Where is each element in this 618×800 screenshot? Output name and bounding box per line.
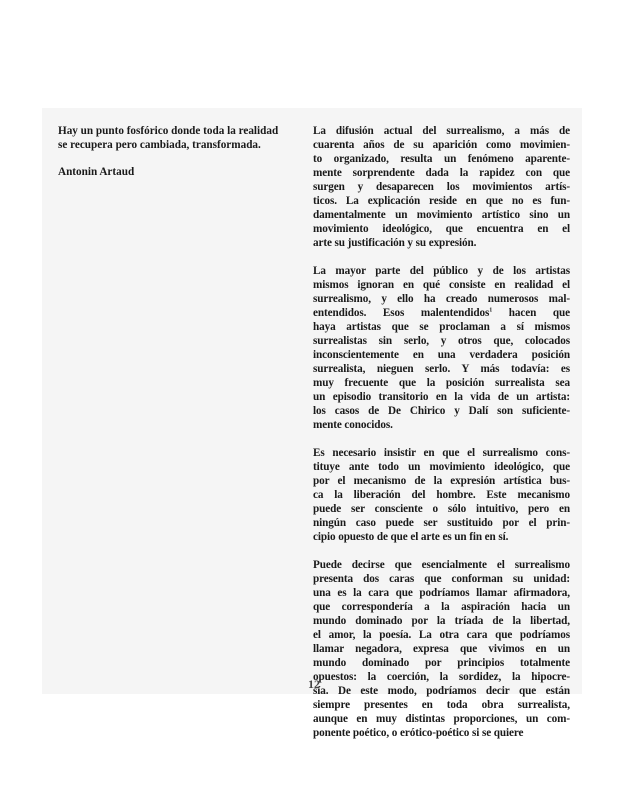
text-line: muy frecuente que la posición surrealista sea (313, 377, 570, 389)
text-line: cuarenta años de su aparición como movimien- (313, 139, 570, 151)
text-line: por el mecanismo de la expresión artística bus- (313, 475, 570, 487)
paragraph (313, 124, 570, 250)
epigraph-author: Antonin Artaud (58, 166, 135, 178)
text-line: siempre presentes en toda obra surrealista, (313, 699, 570, 711)
text-line: Puede decirse que esencialmente el surrealismo (313, 559, 570, 571)
text-line: inconscientemente en una verdadera posición (313, 349, 570, 361)
text-line: movimiento ideológico, que encuentra en el (313, 223, 570, 235)
text-line: La difusión actual del surrealismo, a más de (313, 125, 570, 137)
paragraph (313, 264, 570, 432)
text-line: Es necesario insistir en que el surrealismo cons- (313, 447, 570, 459)
text-line: una es la cara que podríamos llamar afirmadora, (313, 587, 570, 599)
text-line: ticos. La explicación reside en que no es fun- (313, 195, 570, 207)
text-line: puede ser consciente o sólo intuitivo, pero en (313, 503, 570, 515)
text-line: to organizado, resulta un fenómeno aparente- (313, 153, 570, 165)
text-line: arte su justificación y su expresión. (313, 237, 477, 249)
text-line: damentalmente un movimiento artístico sino un (313, 209, 570, 221)
epigraph-line: Hay un punto fosfórico donde toda la realidad (58, 125, 279, 137)
epigraph-line: se recupera pero cambiada, transformada. (58, 139, 261, 151)
text-line: surgen y desaparecen los movimientos artís- (313, 181, 570, 193)
text-line: surrealismo, y ello ha creado numerosos mal- (313, 293, 570, 305)
text-line: llamar negadora, expresa que vivimos en un (313, 643, 570, 655)
text-line: ponente poético, o erótico-poético si se quiere (313, 727, 524, 739)
text-line: opuestos: la coerción, la sordidez, la hipocre- (313, 671, 570, 683)
page-number: 12 (308, 677, 320, 691)
text-line: mundo dominado por principios totalmente (313, 657, 570, 669)
text-line: haya artistas que se proclaman a sí mismos (313, 321, 570, 333)
text-line: el amor, la poesía. La otra cara que podríamos (313, 629, 570, 641)
text-line: mismos ignoran en qué consiste en realidad el (313, 279, 570, 291)
text-line: sía. De este modo, podríamos decir que están (313, 685, 570, 697)
text-line: entendidos. Esos malentendidos$^1$ hacen que (313, 307, 570, 319)
text-line: los casos de De Chirico y Dalí son suficiente- (313, 405, 570, 417)
text-line: tituye ante todo un movimiento ideológico, que (313, 461, 570, 473)
text-line: La mayor parte del público y de los artistas (313, 265, 570, 277)
text-line: un episodio transitorio en la vida de un artista: (313, 391, 570, 403)
book-page (42, 108, 582, 739)
paragraph (313, 446, 570, 544)
text-line: ningún caso puede ser sustituido por el prin- (313, 517, 570, 529)
text-line: mente conocidos. (313, 419, 393, 431)
text-line: surrealista, nieguen serlo. Y más todavía: es (313, 363, 570, 375)
text-line: presenta dos caras que conforman su unidad: (313, 573, 570, 585)
text-line: ca la liberación del hombre. Este mecanismo (313, 489, 570, 501)
epigraph-quote (58, 124, 298, 152)
paragraph (313, 558, 570, 740)
text-line: surrealistas sin serlo, y otros que, colocados (313, 335, 570, 347)
main-text-column (313, 124, 570, 754)
text-line: que correspondería a la aspiración hacia un (313, 601, 570, 613)
text-line: mente sorprendente dada la rapidez con que (313, 167, 570, 179)
footnote-marker: 1 (489, 307, 493, 314)
text-line: mundo dominado por la tríada de la libertad, (313, 615, 570, 627)
text-line: cipio opuesto de que el arte es un fin en sí. (313, 531, 509, 543)
epigraph (58, 124, 298, 178)
text-line: aunque en muy distintas proporciones, un com- (313, 713, 570, 725)
